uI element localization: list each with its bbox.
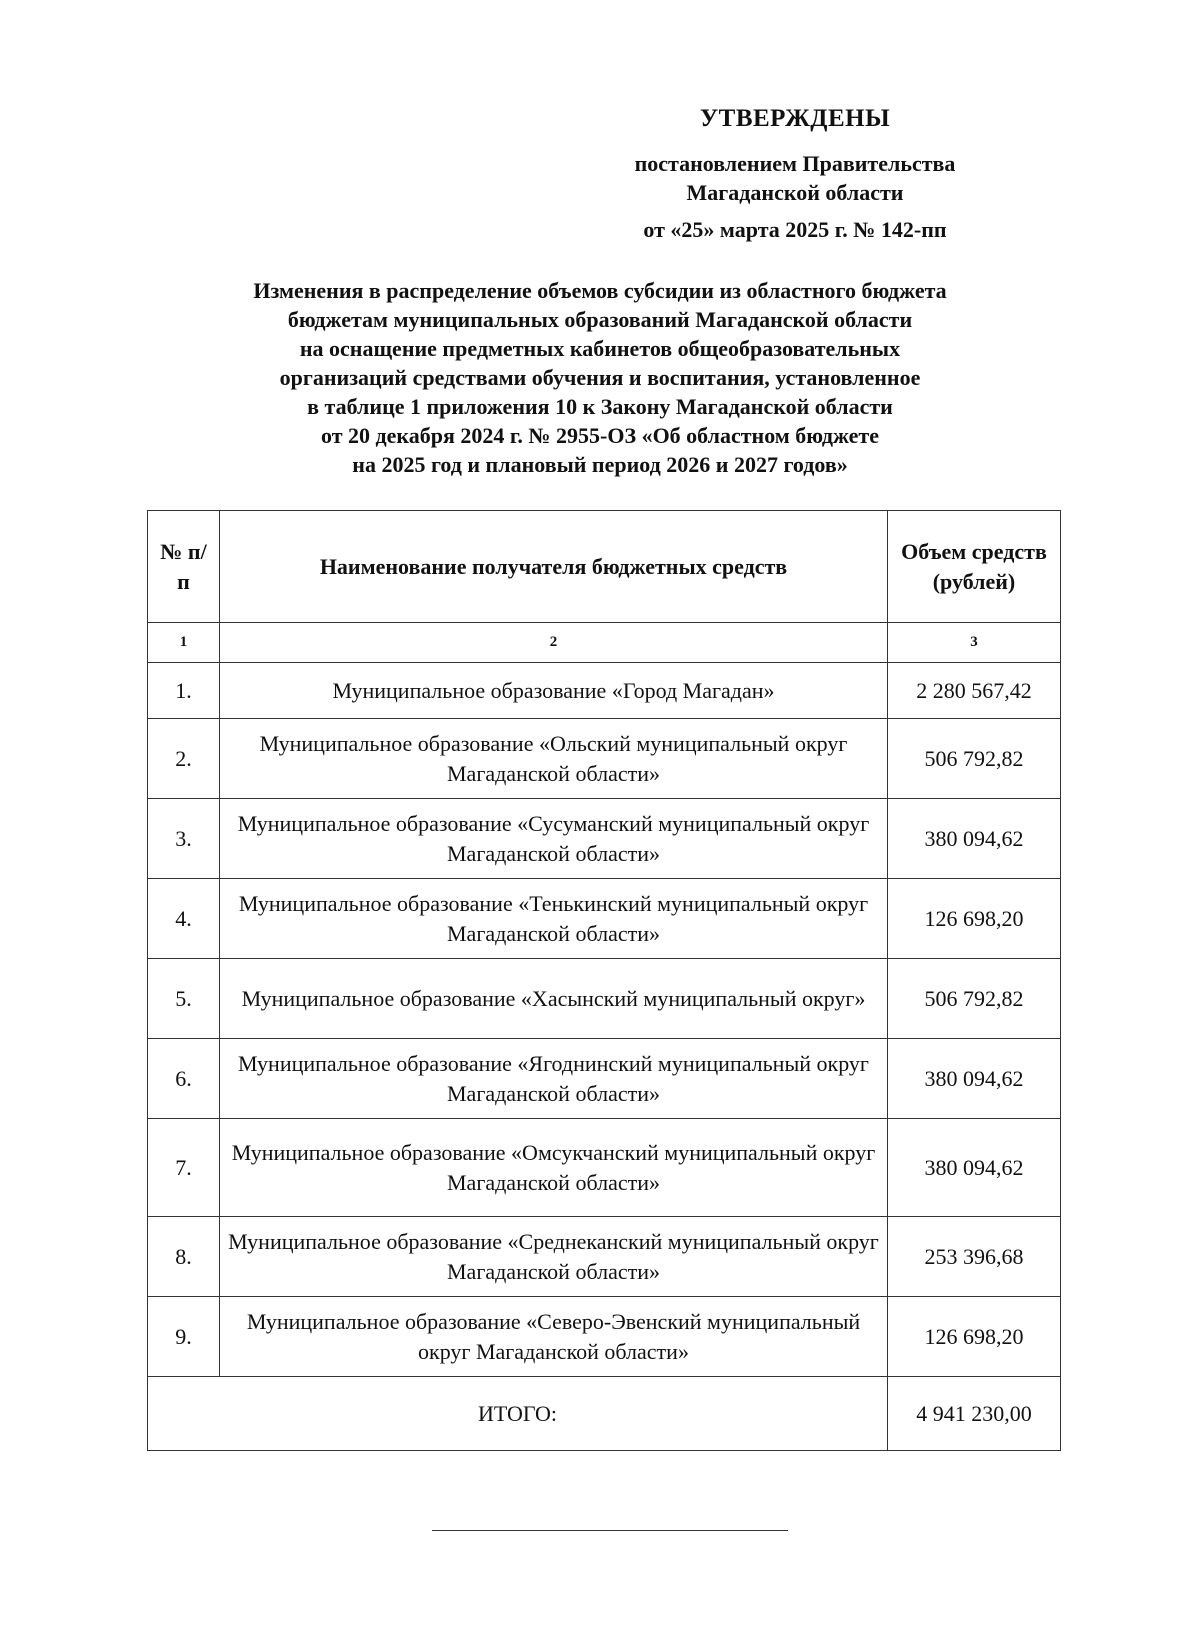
title-line: Изменения в распределение объемов субсидии из областного бюджета (253, 278, 947, 303)
closing-rule-divider (432, 1530, 788, 1531)
row-amount: 380 094,62 (888, 1039, 1061, 1119)
column-numbers-row (148, 623, 1061, 663)
approval-heading: УТВЕРЖДЕНЫ (699, 105, 891, 132)
table-row (148, 1039, 1061, 1119)
total-label: ИТОГО: (148, 1377, 888, 1451)
title-line: на оснащение предметных кабинетов общеобразовательных (299, 336, 901, 361)
table-row (148, 879, 1061, 959)
row-recipient-name: Муниципальное образование «Омсукчанский муниципальный округ Магаданской области» (220, 1119, 888, 1217)
row-amount: 126 698,20 (888, 1297, 1061, 1377)
title-line: на 2025 год и плановый период 2026 и 2027 годов» (352, 452, 848, 477)
title-line: организаций средствами обучения и воспитания, установленное (279, 365, 921, 390)
table-row (148, 1217, 1061, 1297)
row-amount: 380 094,62 (888, 1119, 1061, 1217)
row-amount: 2 280 567,42 (888, 663, 1061, 719)
row-amount: 126 698,20 (888, 879, 1061, 959)
row-recipient-name: Муниципальное образование «Хасынский муниципальный округ» (220, 959, 888, 1039)
subsidy-distribution-table (147, 510, 1061, 1451)
table-row (148, 799, 1061, 879)
row-recipient-name: Муниципальное образование «Северо-Эвенский муниципальный округ Магаданской области» (220, 1297, 888, 1377)
approval-date-line: от «25» марта 2025 г. № 142-пп (643, 217, 947, 242)
table-header-row (148, 511, 1061, 623)
table-row (148, 663, 1061, 719)
row-recipient-name: Муниципальное образование «Среднеканский муниципальный округ Магаданской области» (220, 1217, 888, 1297)
header-number: № п/п (148, 511, 220, 623)
row-number: 7. (148, 1119, 220, 1217)
table-row (148, 1297, 1061, 1377)
approval-issuer-line-1: постановлением Правительства (634, 151, 956, 176)
row-number: 4. (148, 879, 220, 959)
row-amount: 380 094,62 (888, 799, 1061, 879)
row-amount: 506 792,82 (888, 719, 1061, 799)
table-row (148, 1119, 1061, 1217)
table-row (148, 719, 1061, 799)
header-amount: Объем средств (рублей) (888, 511, 1061, 623)
row-recipient-name: Муниципальное образование «Ольский муниципальный округ Магаданской области» (220, 719, 888, 799)
row-recipient-name: Муниципальное образование «Сусуманский муниципальный округ Магаданской области» (220, 799, 888, 879)
approval-issuer-line-2: Магаданской области (686, 180, 904, 205)
row-amount: 253 396,68 (888, 1217, 1061, 1297)
table-row (148, 959, 1061, 1039)
title-line: от 20 декабря 2024 г. № 2955-ОЗ «Об областном бюджете (321, 423, 879, 448)
title-line: бюджетам муниципальных образований Магаданской области (287, 307, 913, 332)
column-number: 1 (148, 623, 220, 663)
title-line: в таблице 1 приложения 10 к Закону Магаданской области (307, 394, 893, 419)
column-number: 2 (220, 623, 888, 663)
row-number: 9. (148, 1297, 220, 1377)
row-number: 3. (148, 799, 220, 879)
row-number: 6. (148, 1039, 220, 1119)
row-recipient-name: Муниципальное образование «Тенькинский муниципальный округ Магаданской области» (220, 879, 888, 959)
row-recipient-name: Муниципальное образование «Город Магадан» (220, 663, 888, 719)
row-number: 2. (148, 719, 220, 799)
row-number: 8. (148, 1217, 220, 1297)
approval-stamp (560, 105, 1030, 243)
row-number: 1. (148, 663, 220, 719)
row-number: 5. (148, 959, 220, 1039)
document-title (100, 276, 1100, 479)
row-amount: 506 792,82 (888, 959, 1061, 1039)
table-total-row (148, 1377, 1061, 1451)
total-amount: 4 941 230,00 (888, 1377, 1061, 1451)
column-number: 3 (888, 623, 1061, 663)
header-recipient-name: Наименование получателя бюджетных средств (220, 511, 888, 623)
row-recipient-name: Муниципальное образование «Ягоднинский муниципальный округ Магаданской области» (220, 1039, 888, 1119)
